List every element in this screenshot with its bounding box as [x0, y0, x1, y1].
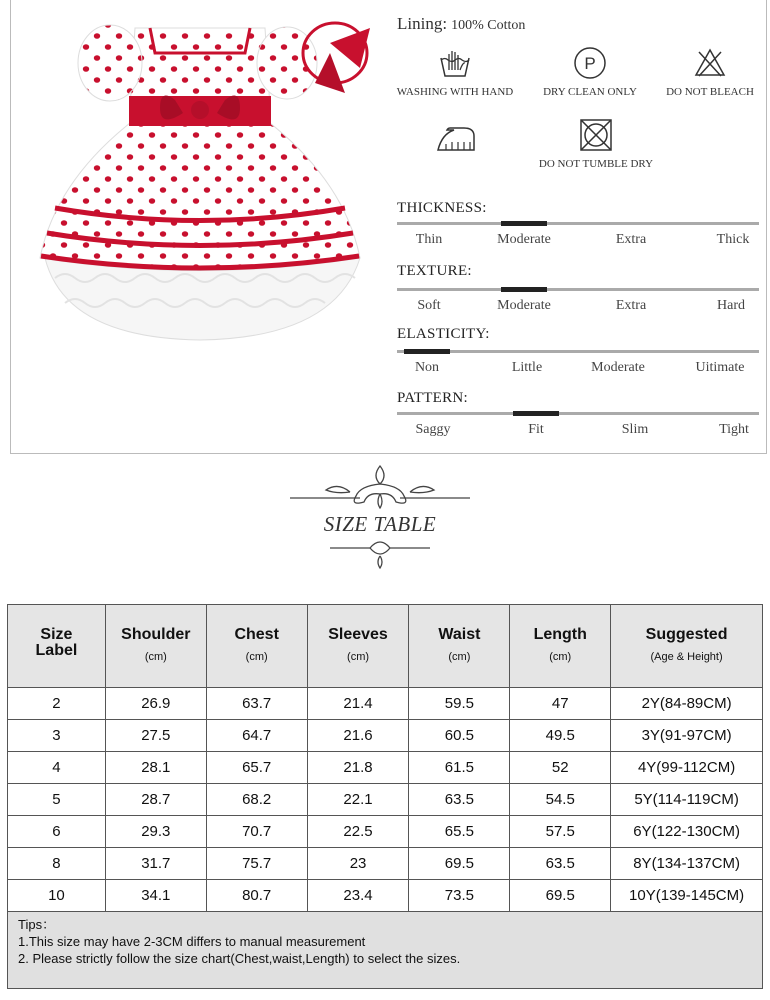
attribute-option: Soft: [417, 298, 441, 313]
iron-icon: [434, 120, 478, 154]
table-cell: 52: [510, 752, 611, 784]
table-cell: 63.7: [206, 688, 307, 720]
attribute-marker: [513, 411, 559, 416]
dry-clean-symbol: P: [584, 54, 596, 73]
table-cell: 22.5: [307, 816, 409, 848]
table-header-row: [8, 605, 763, 688]
care-label: DO NOT TUMBLE DRY: [538, 158, 654, 170]
attribute-option: Fit: [528, 422, 544, 437]
table-cell: 49.5: [510, 720, 611, 752]
column-header-unit: (cm): [347, 651, 370, 663]
column-header-name: Suggested: [645, 626, 728, 643]
table-cell: 21.4: [307, 688, 409, 720]
tips-line: 2. Please strictly follow the size chart(Chest,waist,Length) to select the sizes.: [18, 951, 461, 966]
dress-image: [25, 8, 375, 348]
column-header-name: Shoulder: [121, 626, 191, 643]
table-body: [8, 688, 763, 912]
care-dry-clean: [527, 46, 653, 98]
table-cell: 21.6: [307, 720, 409, 752]
attribute-option: Moderate: [591, 360, 645, 375]
table-cell: 29.3: [105, 816, 206, 848]
table-cell: 64.7: [206, 720, 307, 752]
care-no-bleach: [661, 46, 759, 98]
care-label: DO NOT BLEACH: [666, 86, 754, 98]
table-cell: 63.5: [510, 848, 611, 880]
care-label: DRY CLEAN ONLY: [543, 86, 637, 98]
table-row: [8, 720, 763, 752]
product-info-panel: [10, 0, 767, 454]
size-table-title: SIZE TABLE: [323, 512, 437, 536]
column-header: [611, 605, 763, 688]
table-cell: 57.5: [510, 816, 611, 848]
table-cell: 4: [8, 752, 106, 784]
table-row: [8, 688, 763, 720]
care-label: WASHING WITH HAND: [396, 86, 514, 98]
table-cell: 27.5: [105, 720, 206, 752]
attribute-marker: [501, 221, 547, 226]
column-header: [510, 605, 611, 688]
attribute-option: Slim: [621, 422, 649, 437]
attribute-option: Extra: [615, 298, 647, 313]
attribute-option: Extra: [615, 232, 647, 247]
attribute-option: Non: [414, 360, 440, 375]
attribute-marker: [501, 287, 547, 292]
column-header: [206, 605, 307, 688]
column-header-name: Length: [533, 626, 587, 643]
attribute-scale: [397, 288, 759, 291]
wash-hand-icon: [438, 46, 472, 80]
table-cell: 6: [8, 816, 106, 848]
column-header-unit: (Age & Height): [650, 651, 723, 663]
table-cell: 63.5: [409, 784, 510, 816]
column-header: [105, 605, 206, 688]
attribute-marker: [404, 349, 450, 354]
table-row: [8, 816, 763, 848]
attribute-option: Saggy: [415, 422, 451, 437]
tips-cell: [8, 912, 763, 989]
attribute-option: Tight: [719, 422, 749, 437]
table-cell: 6Y(122-130CM): [611, 816, 763, 848]
table-cell: 4Y(99-112CM): [611, 752, 763, 784]
column-header: [307, 605, 409, 688]
table-cell: 68.2: [206, 784, 307, 816]
table-cell: 23.4: [307, 880, 409, 912]
care-no-tumble-dry: [531, 118, 661, 170]
table-row: [8, 880, 763, 912]
table-cell: 22.1: [307, 784, 409, 816]
table-cell: 10: [8, 880, 106, 912]
attribute-title: PATTERN:: [397, 390, 469, 406]
attribute-option: Thin: [415, 232, 443, 247]
table-cell: 8Y(134-137CM): [611, 848, 763, 880]
no-tumble-dry-icon: [579, 118, 613, 152]
table-cell: 26.9: [105, 688, 206, 720]
table-cell: 8: [8, 848, 106, 880]
column-header-unit: (cm): [245, 651, 268, 663]
column-header-name: Chest: [234, 626, 279, 643]
table-cell: 80.7: [206, 880, 307, 912]
attribute-scale: [397, 350, 759, 353]
no-bleach-icon: [693, 46, 727, 80]
table-cell: 75.7: [206, 848, 307, 880]
care-wash-hand: [391, 46, 519, 98]
column-header-unit: (cm): [549, 651, 572, 663]
table-cell: 65.7: [206, 752, 307, 784]
table-cell: 73.5: [409, 880, 510, 912]
attribute-option: Thick: [716, 232, 750, 247]
table-cell: 3Y(91-97CM): [611, 720, 763, 752]
tips-row: [8, 912, 763, 989]
column-header-unit: (cm): [448, 651, 471, 663]
table-cell: 28.1: [105, 752, 206, 784]
table-cell: 10Y(139-145CM): [611, 880, 763, 912]
attribute-option: Moderate: [497, 298, 551, 313]
table-row: [8, 752, 763, 784]
table-cell: 59.5: [409, 688, 510, 720]
table-cell: 69.5: [409, 848, 510, 880]
lining-info: [397, 14, 525, 34]
attribute-title: THICKNESS:: [397, 200, 487, 216]
tips-title: Tips：: [18, 917, 56, 932]
column-header: [8, 605, 106, 688]
care-iron: [431, 120, 481, 160]
tips-line: 1.This size may have 2-3CM differs to manual measurement: [18, 934, 366, 949]
table-cell: 34.1: [105, 880, 206, 912]
table-cell: 2: [8, 688, 106, 720]
table-cell: 69.5: [510, 880, 611, 912]
column-header-name: Size Label: [35, 626, 78, 659]
table-cell: 54.5: [510, 784, 611, 816]
table-cell: 47: [510, 688, 611, 720]
table-cell: 61.5: [409, 752, 510, 784]
attribute-title: ELASTICITY:: [397, 326, 490, 342]
attribute-title: TEXTURE:: [397, 263, 472, 279]
lining-value: 100% Cotton: [451, 18, 526, 33]
lining-label: Lining:: [397, 14, 448, 33]
table-cell: 70.7: [206, 816, 307, 848]
table-cell: 60.5: [409, 720, 510, 752]
column-header-unit: (cm): [144, 651, 167, 663]
attribute-option: Hard: [717, 298, 745, 313]
column-header-name: Waist: [438, 626, 481, 643]
attribute-option: Uitimate: [695, 360, 745, 375]
table-cell: 2Y(84-89CM): [611, 688, 763, 720]
dry-clean-icon: [573, 46, 607, 80]
table-row: [8, 848, 763, 880]
table-cell: 31.7: [105, 848, 206, 880]
table-cell: 21.8: [307, 752, 409, 784]
attribute-option: Little: [511, 360, 543, 375]
table-cell: 65.5: [409, 816, 510, 848]
table-row: [8, 784, 763, 816]
size-table-heading: [290, 462, 470, 574]
size-table: [7, 604, 763, 989]
column-header: [409, 605, 510, 688]
table-cell: 3: [8, 720, 106, 752]
table-cell: 5Y(114-119CM): [611, 784, 763, 816]
column-header-name: Sleeves: [328, 626, 388, 643]
attribute-scale: [397, 412, 759, 415]
table-cell: 23: [307, 848, 409, 880]
attribute-option: Moderate: [497, 232, 551, 247]
attribute-scale: [397, 222, 759, 225]
table-cell: 28.7: [105, 784, 206, 816]
table-cell: 5: [8, 784, 106, 816]
